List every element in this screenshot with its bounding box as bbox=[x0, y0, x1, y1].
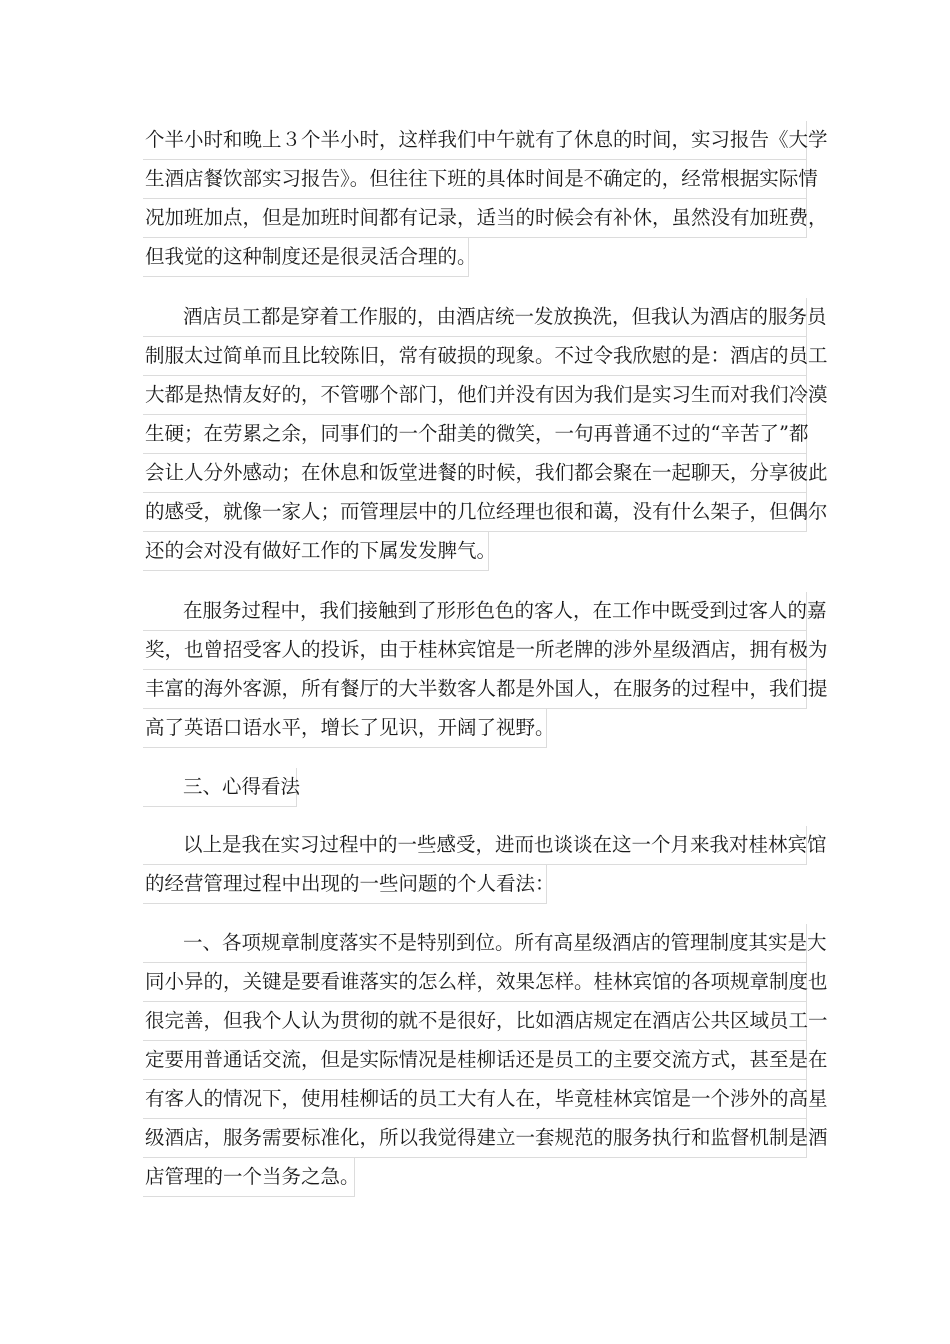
text-line: 在服务过程中，我们接触到了形形色色的客人，在工作中既受到过客人的嘉 bbox=[143, 592, 807, 631]
text-line: 大都是热情友好的，不管哪个部门，他们并没有因为我们是实习生而对我们冷漠 bbox=[143, 376, 807, 415]
text-line: 但我觉的这种制度还是很灵活合理的。 bbox=[143, 238, 469, 277]
text-line: 酒店员工都是穿着工作服的，由酒店统一发放换洗，但我认为酒店的服务员 bbox=[143, 298, 807, 337]
text-line: 还的会对没有做好工作的下属发发脾气。 bbox=[143, 532, 489, 571]
text-line: 级酒店，服务需要标准化，所以我觉得建立一套规范的服务执行和监督机制是酒 bbox=[143, 1119, 807, 1158]
paragraph-work-hours bbox=[143, 121, 828, 277]
text-line: 以上是我在实习过程中的一些感受，进而也谈谈在这一个月来我对桂林宾馆 bbox=[143, 826, 807, 865]
heading-text: 三、心得看法 bbox=[143, 768, 297, 807]
text-line: 很完善，但我个人认为贯彻的就不是很好，比如酒店规定在酒店公共区域员工一 bbox=[143, 1002, 807, 1041]
paragraph-rules-implementation bbox=[143, 924, 828, 1197]
text-line: 制服太过简单而且比较陈旧，常有破损的现象。不过令我欣慰的是：酒店的员工 bbox=[143, 337, 807, 376]
text-line: 有客人的情况下，使用桂柳话的员工大有人在，毕竟桂林宾馆是一个涉外的高星 bbox=[143, 1080, 807, 1119]
text-line: 丰富的海外客源，所有餐厅的大半数客人都是外国人，在服务的过程中，我们提 bbox=[143, 670, 807, 709]
text-line: 生硬；在劳累之余，同事们的一个甜美的微笑，一句再普通不过的“辛苦了”都 bbox=[143, 415, 807, 454]
text-line: 个半小时和晚上３个半小时，这样我们中午就有了休息的时间，实习报告《大学 bbox=[143, 121, 807, 160]
text-line: 的经营管理过程中出现的一些问题的个人看法： bbox=[143, 865, 547, 904]
text-line: 同小异的，关键是要看谁落实的怎么样，效果怎样。桂林宾馆的各项规章制度也 bbox=[143, 963, 807, 1002]
paragraph-intro-views bbox=[143, 826, 827, 904]
paragraph-service-process bbox=[143, 592, 828, 748]
text-line: 生酒店餐饮部实习报告》。但往往下班的具体时间是不确定的，经常根据实际情 bbox=[143, 160, 807, 199]
paragraph-uniforms bbox=[143, 298, 828, 571]
text-line: 高了英语口语水平，增长了见识，开阔了视野。 bbox=[143, 709, 547, 748]
text-line: 的感受，就像一家人；而管理层中的几位经理也很和蔼，没有什么架子，但偶尔 bbox=[143, 493, 807, 532]
text-line: 定要用普通话交流，但是实际情况是桂柳话还是员工的主要交流方式，甚至是在 bbox=[143, 1041, 807, 1080]
text-line: 况加班加点，但是加班时间都有记录，适当的时候会有补休，虽然没有加班费， bbox=[143, 199, 807, 238]
text-line: 奖，也曾招受客人的投诉，由于桂林宾馆是一所老牌的涉外星级酒店，拥有极为 bbox=[143, 631, 807, 670]
text-line: 会让人分外感动；在休息和饭堂进餐的时候，我们都会聚在一起聊天，分享彼此 bbox=[143, 454, 807, 493]
text-line: 一、各项规章制度落实不是特别到位。所有高星级酒店的管理制度其实是大 bbox=[143, 924, 807, 963]
text-line: 店管理的一个当务之急。 bbox=[143, 1158, 355, 1197]
section-heading bbox=[143, 768, 807, 807]
